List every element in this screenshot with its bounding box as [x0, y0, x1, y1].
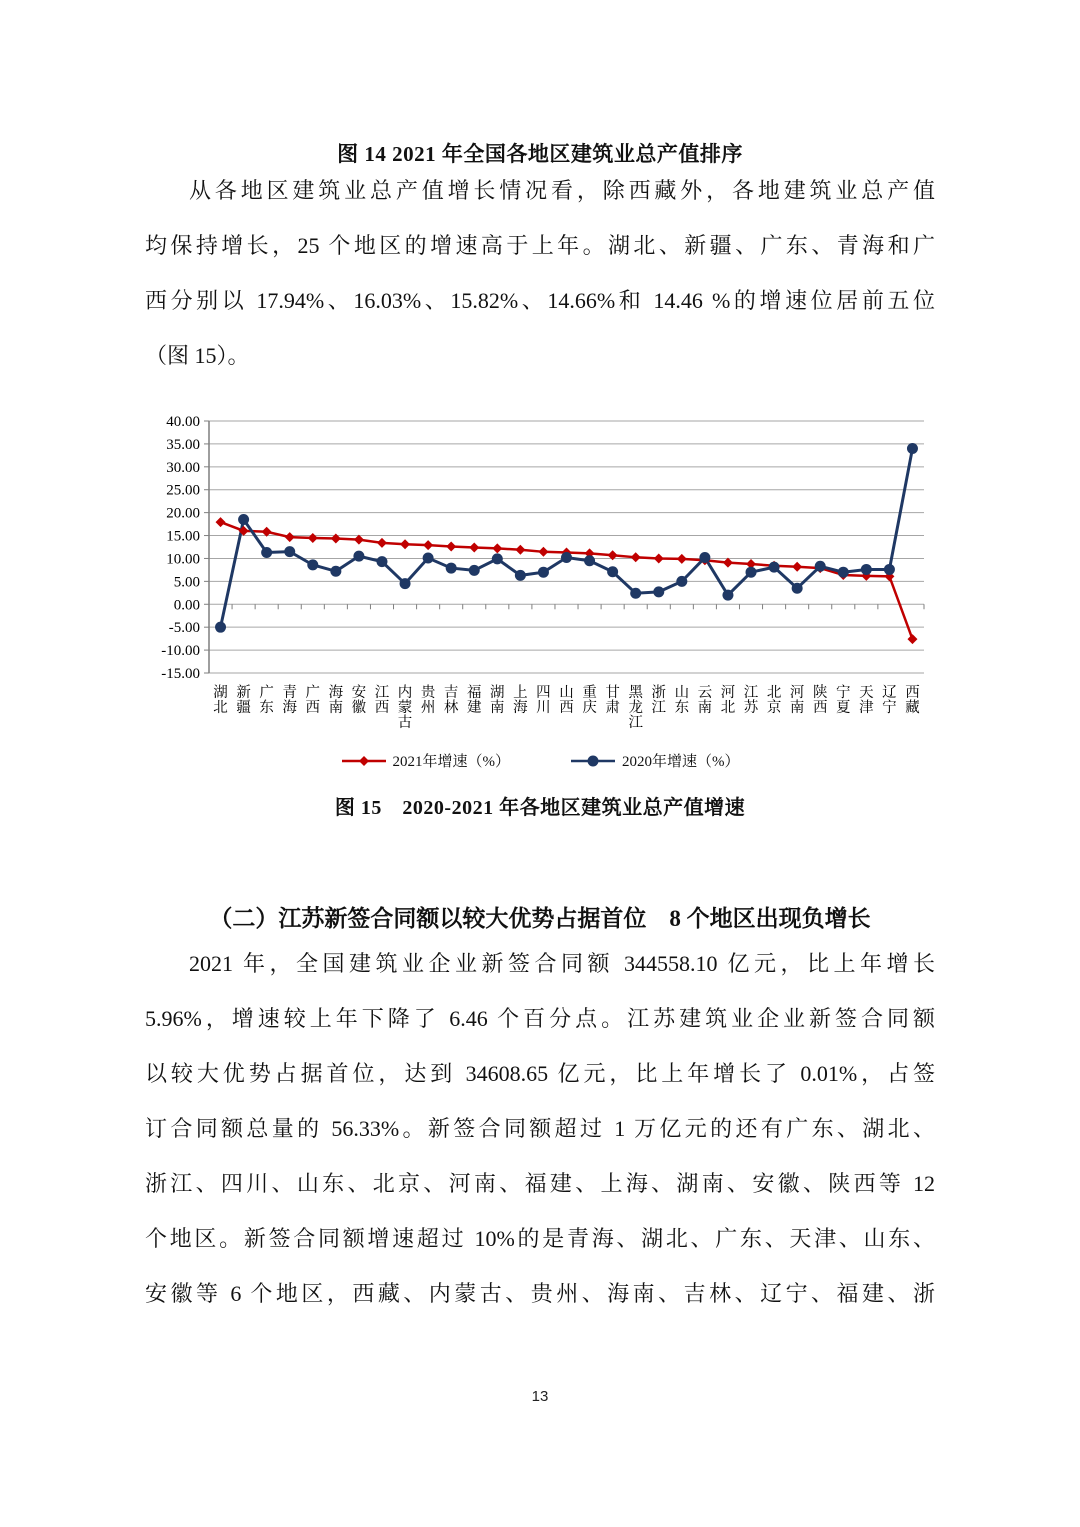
svg-text:40.00: 40.00 — [166, 414, 200, 430]
svg-text:吉林: 吉林 — [443, 685, 459, 716]
svg-text:湖北: 湖北 — [213, 685, 228, 716]
svg-text:江苏: 江苏 — [743, 685, 759, 716]
svg-text:浙江: 浙江 — [651, 685, 667, 716]
chart-legend — [145, 750, 935, 771]
svg-text:安徽: 安徽 — [351, 685, 367, 716]
svg-text:云南: 云南 — [697, 685, 713, 716]
section-heading: （二）江苏新签合同额以较大优势占据首位 8 个地区出现负增长 — [209, 906, 871, 931]
svg-text:25.00: 25.00 — [166, 482, 200, 499]
figure15-chart — [145, 405, 935, 820]
svg-text:20.00: 20.00 — [166, 505, 200, 522]
text-line: 安徽等 6 个地区，西藏、内蒙古、贵州、海南、吉林、辽宁、福建、浙 — [145, 1281, 935, 1306]
svg-text:-15.00: -15.00 — [161, 666, 200, 682]
svg-text:广西: 广西 — [305, 685, 321, 716]
svg-text:黑龙江: 黑龙江 — [628, 685, 643, 731]
svg-text:-10.00: -10.00 — [161, 643, 200, 660]
legend-label-2021: 2021年增速（%） — [392, 754, 510, 770]
svg-text:河北: 河北 — [720, 685, 736, 716]
legend-marker-2020-icon — [570, 754, 616, 768]
svg-text:江西: 江西 — [374, 685, 390, 716]
svg-text:西藏: 西藏 — [905, 685, 920, 716]
text-line: 5.96%，增速较上年下降了 6.46 个百分点。江苏建筑业企业新签合同额 — [145, 1006, 935, 1031]
figure15-caption: 图 15 2020-2021 年各地区建筑业总产值增速 — [334, 797, 746, 819]
legend-item-2021 — [341, 750, 511, 771]
text-line: 均保持增长，25 个地区的增速高于上年。湖北、新疆、广东、青海和广 — [145, 233, 935, 258]
text-line: 浙江、四川、山东、北京、河南、福建、上海、湖南、安徽、陕西等 12 — [145, 1171, 935, 1196]
svg-text:山东: 山东 — [674, 685, 690, 716]
svg-text:30.00: 30.00 — [166, 459, 200, 476]
text-line: 个地区。新签合同额增速超过 10%的是青海、湖北、广东、天津、山东、 — [145, 1226, 935, 1251]
svg-text:陕西: 陕西 — [812, 685, 828, 716]
svg-text:山西: 山西 — [559, 685, 574, 716]
svg-text:天津: 天津 — [859, 685, 874, 716]
text-line: 从各地区建筑业总产值增长情况看，除西藏外，各地建筑业总产值 — [189, 178, 935, 203]
svg-text:新疆: 新疆 — [236, 685, 251, 716]
svg-text:贵州: 贵州 — [420, 685, 436, 716]
svg-text:10.00: 10.00 — [166, 551, 200, 568]
svg-text:-5.00: -5.00 — [168, 620, 200, 637]
svg-text:15.00: 15.00 — [166, 528, 200, 545]
text-line: 订合同额总量的 56.33%。新签合同额超过 1 万亿元的还有广东、湖北、 — [145, 1116, 935, 1141]
paragraph-1 — [145, 163, 935, 383]
svg-text:海南: 海南 — [328, 685, 344, 716]
svg-text:重庆: 重庆 — [582, 685, 597, 716]
svg-text:5.00: 5.00 — [173, 574, 200, 591]
page-number: 13 — [531, 1388, 549, 1405]
paragraph-2 — [145, 936, 935, 1321]
figure15-chart-svg — [145, 405, 935, 740]
svg-text:内蒙古: 内蒙古 — [397, 685, 413, 731]
svg-text:宁夏: 宁夏 — [836, 685, 851, 716]
legend-item-2020 — [570, 750, 740, 771]
svg-text:广东: 广东 — [259, 685, 274, 716]
figure14-title: 图 14 2021 年全国各地区建筑业总产值排序 — [337, 142, 743, 166]
text-line: （图 15）。 — [145, 343, 250, 368]
svg-text:甘肃: 甘肃 — [605, 685, 620, 716]
svg-text:四川: 四川 — [536, 685, 551, 716]
text-line: 西分别以 17.94%、16.03%、15.82%、14.66%和 14.46 %的增速位居前五位 — [145, 288, 935, 313]
text-line: 2021 年，全国建筑业企业新签合同额 344558.10 亿元，比上年增长 — [189, 951, 935, 976]
legend-label-2020: 2020年增速（%） — [622, 754, 740, 770]
legend-marker-2021-icon — [341, 754, 387, 768]
svg-text:福建: 福建 — [466, 685, 482, 716]
svg-text:上海: 上海 — [513, 685, 528, 716]
svg-text:河南: 河南 — [789, 685, 805, 716]
svg-text:辽宁: 辽宁 — [882, 685, 897, 716]
svg-text:35.00: 35.00 — [166, 436, 200, 453]
svg-text:北京: 北京 — [766, 685, 782, 716]
svg-text:湖南: 湖南 — [490, 685, 505, 716]
text-line: 以较大优势占据首位，达到 34608.65 亿元，比上年增长了 0.01%，占签 — [145, 1061, 935, 1086]
svg-text:青海: 青海 — [282, 685, 297, 716]
svg-text:0.00: 0.00 — [173, 597, 200, 614]
